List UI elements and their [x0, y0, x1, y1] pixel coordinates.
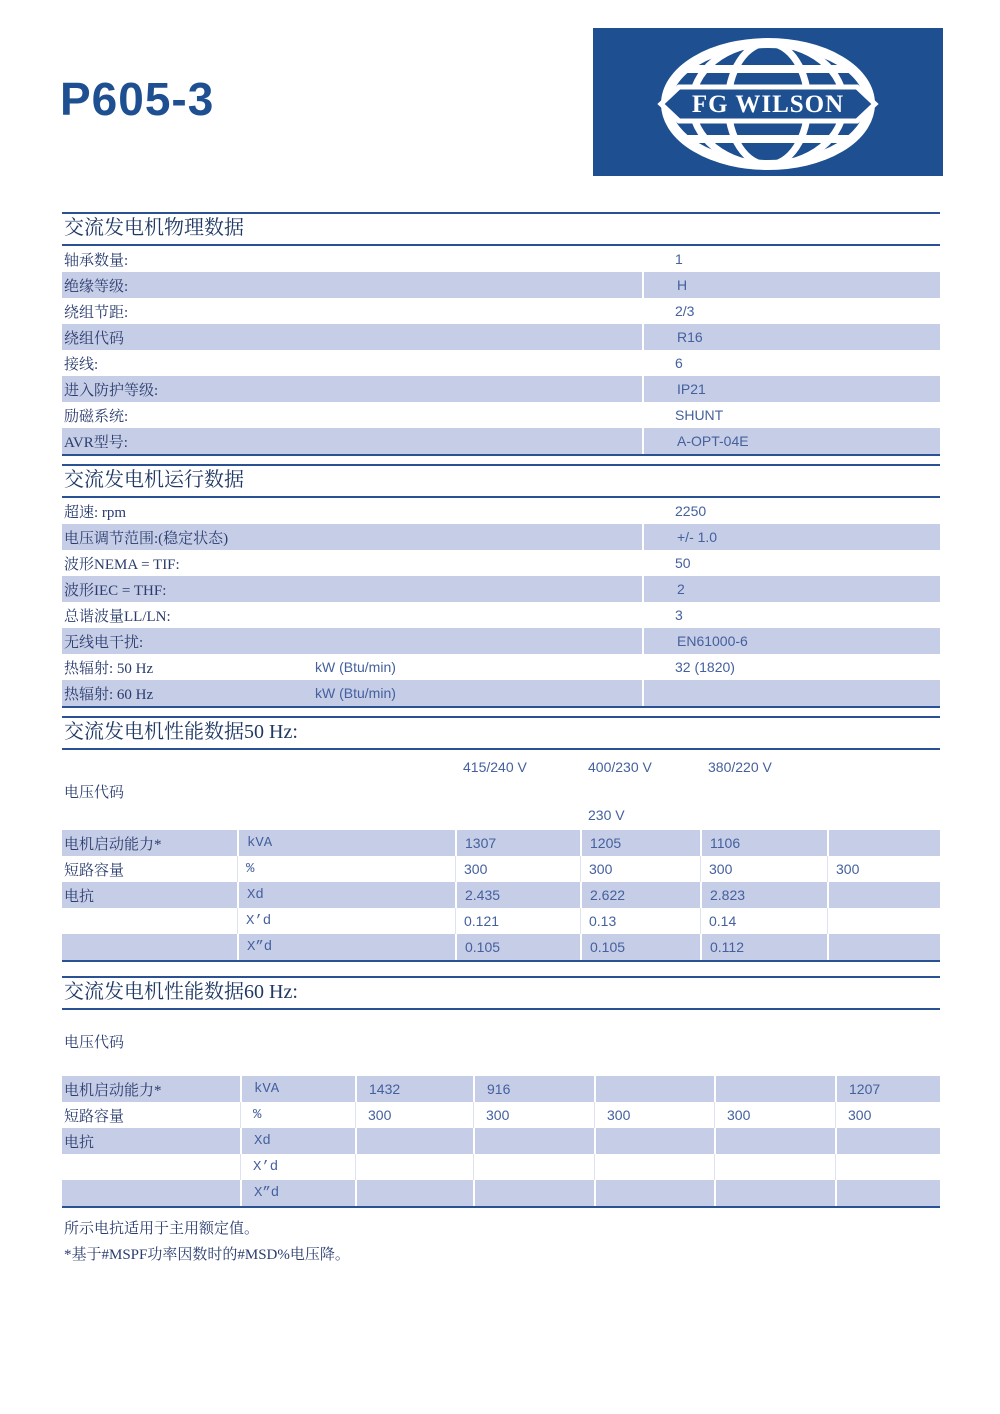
cell-value: [835, 1154, 940, 1180]
row-label: 短路容量: [64, 862, 125, 879]
table-row: [62, 1154, 940, 1180]
row-label: 绕组代码: [64, 330, 125, 347]
cell-value: 300: [700, 856, 827, 882]
row-label: [62, 934, 237, 960]
cell-value: 300: [594, 1102, 714, 1128]
section-title-physical: 交流发电机物理数据: [62, 212, 940, 246]
table-row: [62, 680, 940, 706]
cell-value: [714, 1128, 835, 1154]
cell-value: [714, 1180, 835, 1206]
row-value: IP21: [642, 376, 940, 402]
globe-icon: [593, 28, 943, 176]
cell-value: [355, 1154, 473, 1180]
table-row: [62, 830, 940, 856]
row-value: 3: [675, 607, 683, 623]
sub-voltage-header-row: [62, 804, 940, 826]
fg-wilson-logo: [593, 28, 943, 176]
section-title-perf60: 交流发电机性能数据60 Hz:: [62, 976, 940, 1010]
voltage-code-label: 电压代码: [64, 1034, 125, 1051]
table-row: [62, 324, 940, 350]
row-unit: kW (Btu/min): [315, 659, 396, 675]
table-row: [62, 550, 940, 576]
footnote: 所示电抗适用于主用额定值。: [64, 1220, 260, 1237]
row-label: 波形IEC = THF:: [64, 582, 167, 599]
row-unit: kVA: [240, 1076, 355, 1102]
cell-value: 1207: [835, 1076, 940, 1102]
logo-text: FG WILSON: [691, 91, 845, 118]
cell-value: 916: [473, 1076, 594, 1102]
voltage-header: 380/220 V: [708, 759, 772, 775]
perf60-table: [62, 1076, 940, 1208]
row-unit: [315, 498, 642, 524]
model-title: P605-3: [60, 73, 215, 125]
row-unit: X’d: [237, 908, 455, 934]
row-label: [62, 1154, 240, 1180]
cell-value: [835, 1128, 940, 1154]
footnote: *基于#MSPF功率因数时的#MSD%电压降。: [64, 1246, 350, 1263]
row-label: 超速: rpm: [64, 504, 127, 521]
row-label: 总谐波量LL/LN:: [64, 608, 171, 625]
row-value: 2: [642, 576, 940, 602]
cell-value: 0.14: [700, 908, 827, 934]
row-label: 绕组节距:: [64, 304, 129, 321]
row-value: A-OPT-04E: [642, 428, 940, 454]
row-unit: X’d: [240, 1154, 355, 1180]
row-unit: Xd: [240, 1128, 355, 1154]
table-row: [62, 402, 940, 428]
row-value: H: [642, 272, 940, 298]
row-unit: [315, 628, 642, 654]
cell-value: [827, 908, 940, 934]
voltage-code-label: 电压代码: [64, 784, 125, 801]
row-value: [642, 680, 940, 706]
row-label: 电压调节范围:(稳定状态): [64, 530, 229, 547]
row-unit: [315, 550, 642, 576]
table-row: [62, 628, 940, 654]
row-unit: kVA: [237, 830, 455, 856]
section-title-operating: 交流发电机运行数据: [62, 464, 940, 498]
cell-value: [714, 1076, 835, 1102]
table-row: [62, 498, 940, 524]
table-row: [62, 246, 940, 272]
cell-value: 300: [827, 856, 940, 882]
row-unit: Xd: [237, 882, 455, 908]
row-unit: X”d: [237, 934, 455, 960]
cell-value: [827, 934, 940, 960]
cell-value: 300: [473, 1102, 594, 1128]
row-label: 轴承数量:: [64, 252, 129, 269]
cell-value: [473, 1180, 594, 1206]
table-row: [62, 350, 940, 376]
row-unit: X”d: [240, 1180, 355, 1206]
row-unit: [315, 524, 642, 550]
table-row: [62, 654, 940, 680]
table-row: [62, 1128, 940, 1154]
cell-value: 0.105: [455, 934, 580, 960]
table-row: [62, 602, 940, 628]
row-label: 无线电干扰:: [64, 634, 144, 651]
row-label: 励磁系统:: [64, 408, 129, 425]
cell-value: 1432: [355, 1076, 473, 1102]
row-value: 2250: [675, 503, 707, 519]
cell-value: 2.622: [580, 882, 700, 908]
cell-value: [714, 1154, 835, 1180]
cell-value: 0.105: [580, 934, 700, 960]
table-row: [62, 1076, 940, 1102]
row-label: AVR型号:: [64, 434, 128, 451]
cell-value: 0.112: [700, 934, 827, 960]
row-value: 1: [675, 251, 683, 267]
cell-value: 300: [835, 1102, 940, 1128]
table-row: [62, 298, 940, 324]
cell-value: 2.435: [455, 882, 580, 908]
content: [62, 212, 940, 1266]
cell-value: [594, 1180, 714, 1206]
row-value: 50: [675, 555, 691, 571]
row-label: [62, 908, 237, 934]
table-row: [62, 1180, 940, 1206]
cell-value: 300: [580, 856, 700, 882]
row-unit: [315, 576, 642, 602]
row-value: 2/3: [675, 303, 695, 319]
cell-value: [827, 882, 940, 908]
voltage-header-row: [62, 756, 940, 778]
row-value: R16: [642, 324, 940, 350]
cell-value: 0.13: [580, 908, 700, 934]
physical-table: [62, 246, 940, 456]
cell-value: [594, 1128, 714, 1154]
table-row: [62, 376, 940, 402]
row-label: 短路容量: [64, 1108, 125, 1125]
sub-voltage-header: 230 V: [588, 807, 625, 823]
row-label: 热辐射: 60 Hz: [64, 686, 154, 703]
row-unit: %: [237, 856, 455, 882]
row-value: 6: [675, 355, 683, 371]
cell-value: [827, 830, 940, 856]
footnotes: [62, 1214, 940, 1266]
row-value: +/- 1.0: [642, 524, 940, 550]
row-label: 电机启动能力*: [64, 836, 162, 853]
operating-table: [62, 498, 940, 708]
voltage-header: 400/230 V: [588, 759, 652, 775]
cell-value: 300: [455, 856, 580, 882]
table-row: [62, 576, 940, 602]
voltage-header: 415/240 V: [463, 759, 527, 775]
cell-value: 1205: [580, 830, 700, 856]
table-row: [62, 882, 940, 908]
table-row: [62, 428, 940, 454]
cell-value: [594, 1076, 714, 1102]
row-value: EN61000-6: [642, 628, 940, 654]
row-label: 电机启动能力*: [64, 1082, 162, 1099]
perf50-table: [62, 830, 940, 962]
cell-value: 300: [714, 1102, 835, 1128]
section-title-perf50: 交流发电机性能数据50 Hz:: [62, 716, 940, 750]
cell-value: [355, 1180, 473, 1206]
cell-value: 1307: [455, 830, 580, 856]
row-unit: kW (Btu/min): [315, 685, 396, 701]
table-row: [62, 908, 940, 934]
row-label: 进入防护等级:: [64, 382, 159, 399]
row-label: 电抗: [64, 888, 95, 905]
row-label: 绝缘等级:: [64, 278, 129, 295]
row-label: 热辐射: 50 Hz: [64, 660, 154, 677]
cell-value: [355, 1128, 473, 1154]
row-unit: %: [240, 1102, 355, 1128]
table-row: [62, 524, 940, 550]
row-label: 波形NEMA = TIF:: [64, 556, 180, 573]
table-row: [62, 856, 940, 882]
row-label: 接线:: [64, 356, 99, 373]
row-label: 电抗: [64, 1134, 95, 1151]
cell-value: 1106: [700, 830, 827, 856]
table-row: [62, 272, 940, 298]
cell-value: 2.823: [700, 882, 827, 908]
row-value: 32 (1820): [675, 659, 735, 675]
table-row: [62, 934, 940, 960]
row-unit: [315, 602, 642, 628]
row-label: [62, 1180, 240, 1206]
cell-value: 0.121: [455, 908, 580, 934]
cell-value: [473, 1128, 594, 1154]
cell-value: [835, 1180, 940, 1206]
table-row: [62, 1102, 940, 1128]
row-value: SHUNT: [675, 407, 724, 423]
cell-value: [594, 1154, 714, 1180]
cell-value: 300: [355, 1102, 473, 1128]
cell-value: [473, 1154, 594, 1180]
